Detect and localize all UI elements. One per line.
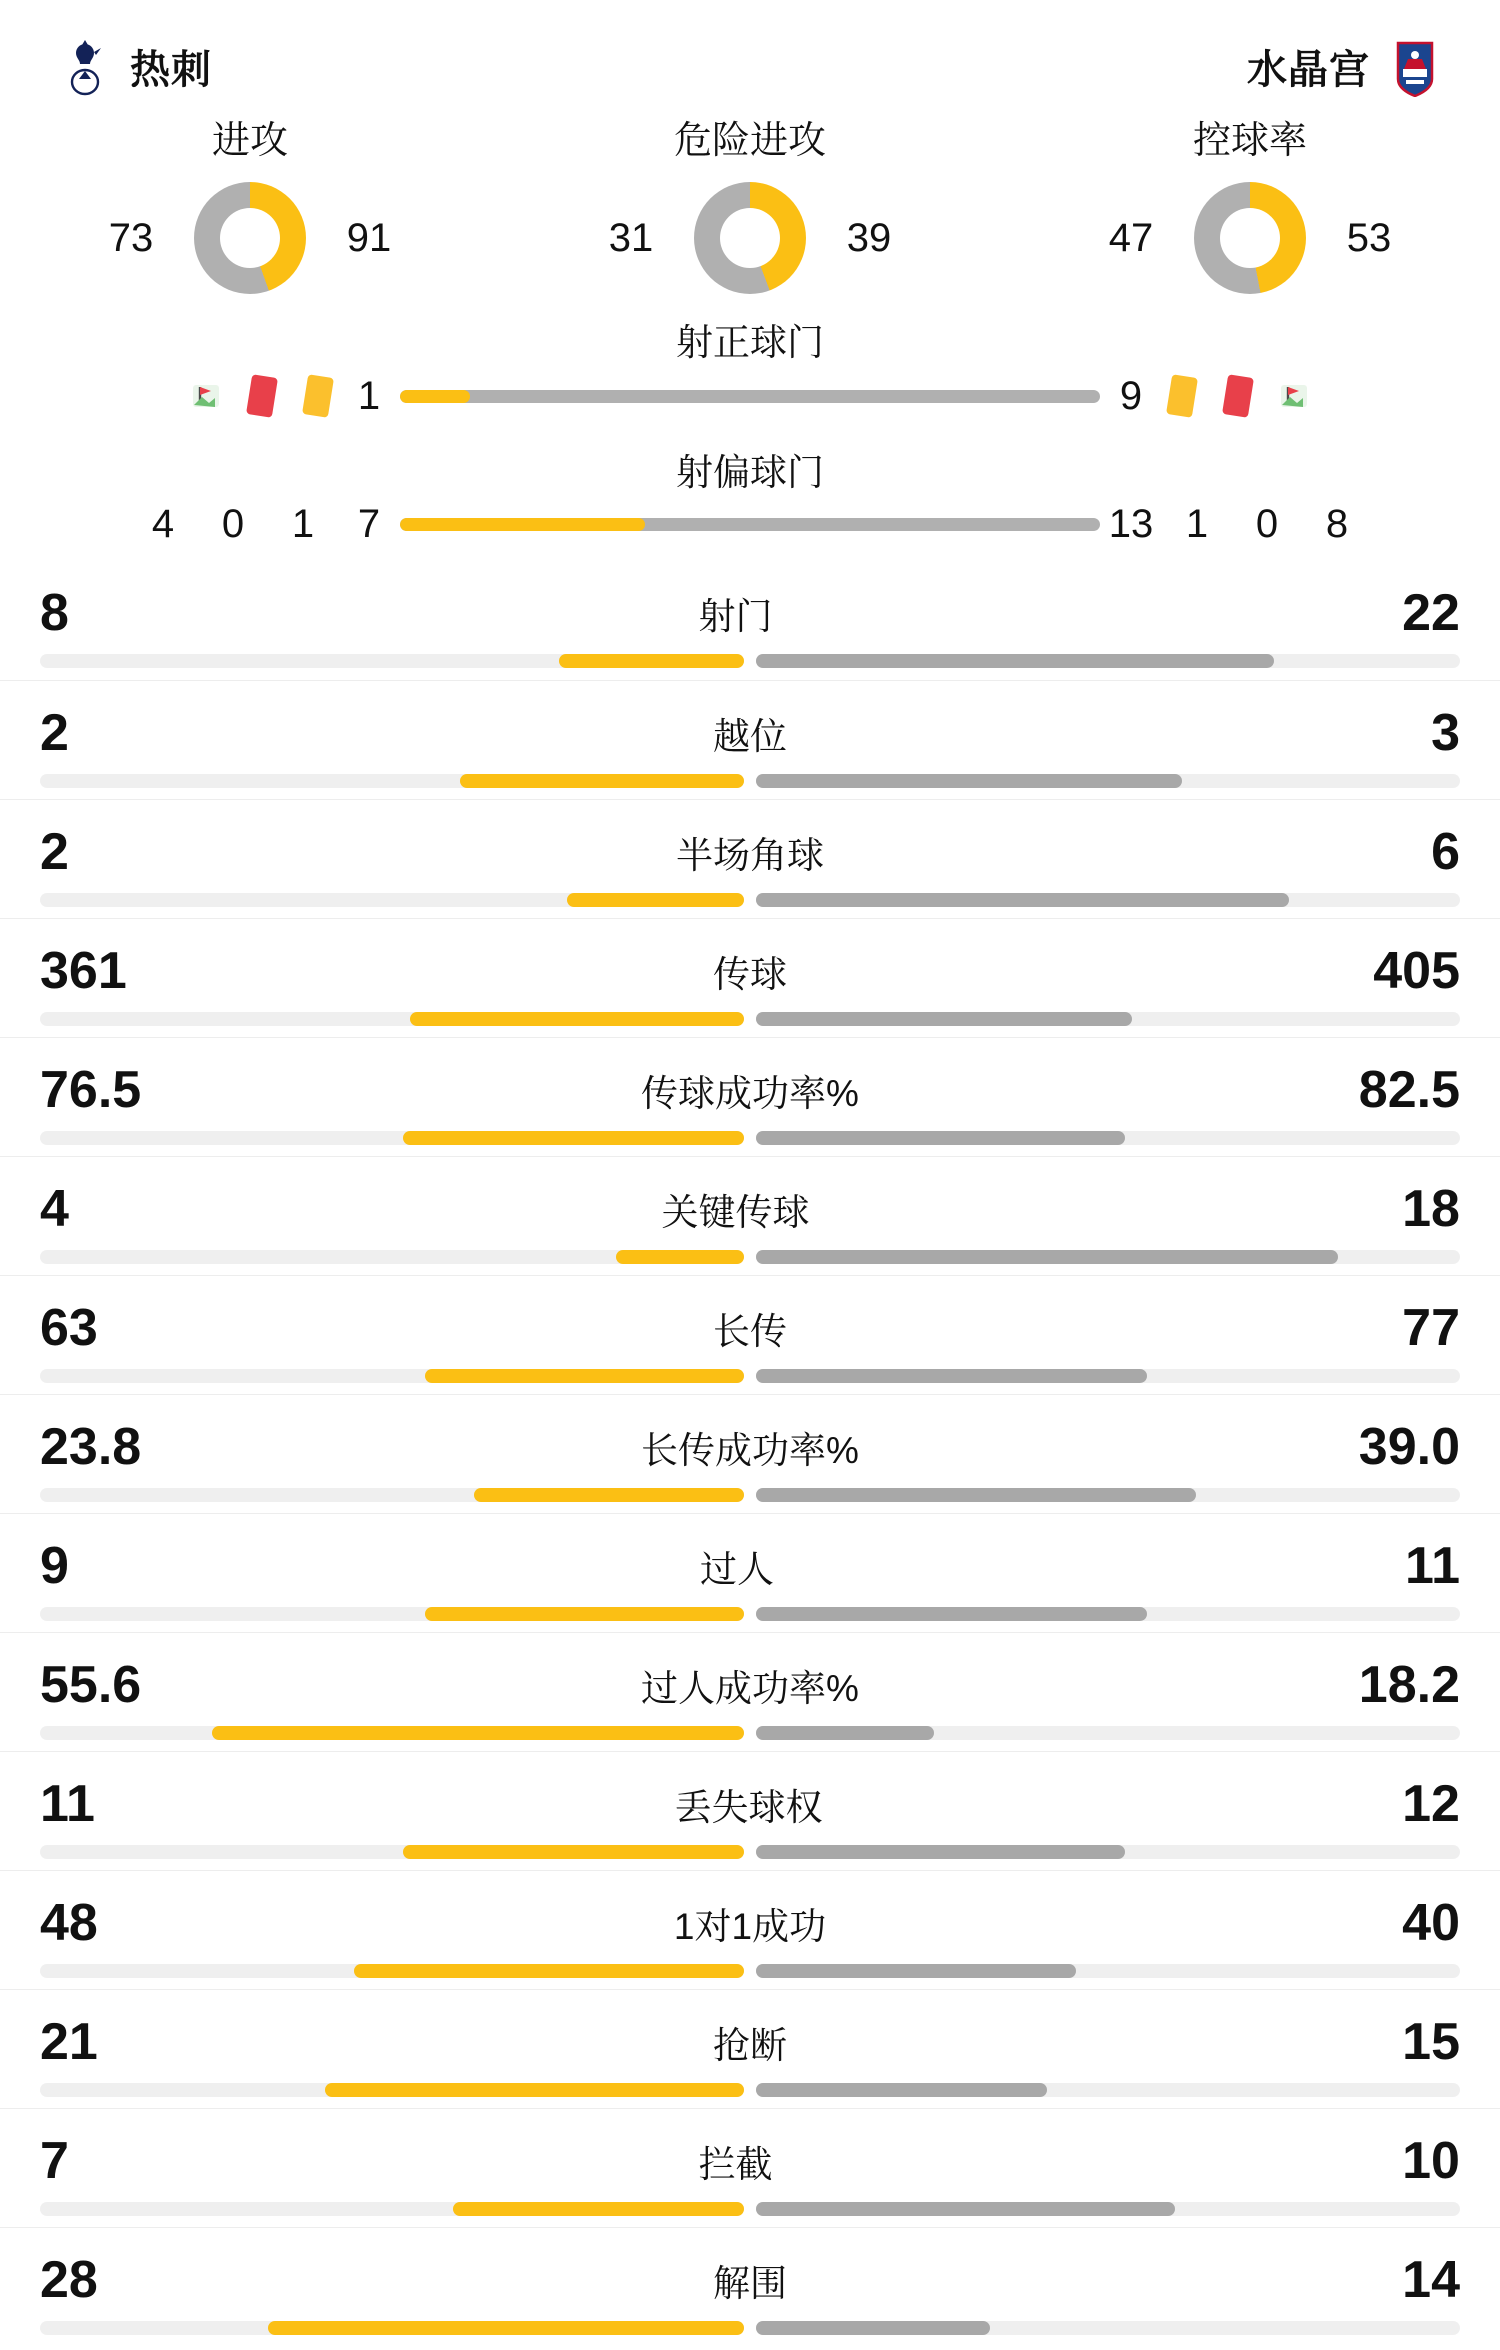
stat-row (0, 799, 1500, 918)
stat-label: 抢断 (713, 2025, 787, 2066)
stat-home-bar (40, 1131, 750, 1145)
shots-off-target-label: 射偏球门 (676, 452, 824, 493)
stat-home-bar (40, 1369, 750, 1383)
stat-away-bar (750, 1012, 1460, 1026)
stat-row (0, 1513, 1500, 1632)
home-corner-count: 4 (151, 502, 175, 546)
stat-away-bar (750, 2321, 1460, 2335)
stat-label: 长传 (713, 1311, 787, 1352)
stat-home-value: 2 (40, 823, 69, 881)
donut-block-dangerous-attacks (540, 109, 960, 294)
stat-label: 传球成功率% (641, 1073, 859, 1114)
stat-away-bar (750, 893, 1460, 907)
stat-home-value: 7 (40, 2132, 69, 2190)
stat-label: 关键传球 (661, 1192, 810, 1233)
corner-flag-icon (1274, 372, 1314, 420)
shots-off-target-bar (400, 518, 1100, 531)
shots-on-target-home-value: 1 (357, 373, 381, 418)
shots-off-target-bar-fill (400, 518, 645, 531)
stat-home-value: 21 (40, 2013, 98, 2071)
stat-label: 解围 (713, 2263, 787, 2304)
stats-list (0, 561, 1500, 2346)
donut-title-possession: 控球率 (1192, 120, 1307, 162)
stat-home-bar (40, 1964, 750, 1978)
stat-row (0, 2108, 1500, 2227)
shots-section (0, 294, 1500, 547)
stat-away-value: 12 (1402, 1775, 1460, 1833)
away-team (1247, 38, 1438, 95)
stat-row (0, 1870, 1500, 1989)
stat-away-value: 6 (1431, 823, 1460, 881)
stat-home-bar (40, 1845, 750, 1859)
stat-home-bar (40, 654, 750, 668)
stat-row (0, 1751, 1500, 1870)
stat-away-bar (750, 1131, 1460, 1145)
stat-row (0, 1037, 1500, 1156)
home-discipline-counts (128, 502, 338, 547)
stat-home-bar (40, 893, 750, 907)
stat-home-value: 11 (40, 1775, 95, 1833)
stat-home-value: 48 (40, 1894, 98, 1952)
home-team (62, 38, 212, 95)
stat-away-value: 22 (1402, 584, 1460, 642)
stat-label: 1对1成功 (673, 1906, 827, 1947)
stat-away-bar (750, 1250, 1460, 1264)
stat-row (0, 1156, 1500, 1275)
stat-away-bar (750, 1726, 1460, 1740)
stat-home-value: 361 (40, 942, 127, 1000)
stat-away-bar (750, 774, 1460, 788)
stat-away-value: 14 (1402, 2251, 1460, 2309)
shots-on-target-bar-fill (400, 390, 470, 403)
stat-away-value: 10 (1402, 2132, 1460, 2190)
donut-block-possession (1040, 109, 1460, 294)
stat-away-value: 77 (1402, 1299, 1460, 1357)
crystal-palace-crest-icon (1392, 39, 1438, 95)
stat-away-bar (750, 1845, 1460, 1859)
stat-away-bar (750, 1488, 1460, 1502)
tottenham-crest-icon (62, 39, 108, 95)
donut-block-attacks (40, 109, 460, 294)
away-corner-count: 8 (1325, 502, 1349, 546)
stat-away-bar (750, 2202, 1460, 2216)
stat-home-value: 9 (40, 1537, 69, 1595)
stat-label: 射门 (698, 596, 773, 637)
stat-label: 丢失球权 (674, 1787, 823, 1828)
stat-home-bar (40, 774, 750, 788)
donut-away-value-attacks: 91 (346, 215, 392, 260)
stat-label: 传球 (713, 954, 787, 995)
stat-away-value: 15 (1402, 2013, 1460, 2071)
stat-home-value: 76.5 (40, 1061, 142, 1119)
stat-home-value: 63 (40, 1299, 98, 1357)
red-card-icon (242, 372, 282, 420)
home-yellow-card-count: 1 (291, 502, 315, 546)
stat-home-value: 55.6 (40, 1656, 142, 1714)
home-red-card-count: 0 (221, 502, 245, 546)
shots-off-target-row (34, 502, 1466, 547)
away-discipline-counts (1162, 502, 1372, 547)
stat-away-bar (750, 2083, 1460, 2097)
donut-away-value-possession: 53 (1346, 215, 1392, 260)
stat-away-value: 3 (1431, 704, 1460, 762)
stat-label: 拦截 (698, 2144, 773, 2185)
stat-row (0, 2227, 1500, 2346)
stat-away-value: 18.2 (1358, 1656, 1460, 1714)
shots-off-target-away-value: 13 (1108, 502, 1154, 546)
stat-label: 越位 (713, 716, 787, 757)
donut-chart-possession (1194, 182, 1306, 294)
stat-row (0, 1394, 1500, 1513)
stat-label: 半场角球 (676, 835, 824, 876)
shots-on-target-away-value: 9 (1119, 373, 1143, 418)
stat-away-bar (750, 1369, 1460, 1383)
stat-home-value: 28 (40, 2251, 98, 2309)
stat-away-value: 82.5 (1358, 1061, 1460, 1119)
stat-label: 长传成功率% (641, 1430, 859, 1471)
stat-home-bar (40, 1012, 750, 1026)
stat-home-bar (40, 1488, 750, 1502)
stat-row (0, 680, 1500, 799)
home-icon-group (186, 372, 338, 420)
stat-row (0, 918, 1500, 1037)
stat-home-value: 2 (40, 704, 69, 762)
stat-away-value: 405 (1373, 942, 1460, 1000)
stat-label: 过人成功率% (641, 1668, 859, 1709)
stat-home-bar (40, 1250, 750, 1264)
stat-away-bar (750, 1964, 1460, 1978)
donut-chart-dangerous-attacks (694, 182, 806, 294)
away-icon-group (1162, 372, 1314, 420)
shots-on-target-bar (400, 390, 1100, 403)
donut-away-value-dangerous-attacks: 39 (846, 215, 892, 260)
yellow-card-icon (1162, 372, 1202, 420)
stat-row (0, 1632, 1500, 1751)
donut-home-value-attacks: 73 (108, 215, 154, 260)
shots-on-target-label: 射正球门 (676, 322, 824, 363)
shots-on-target-row (34, 372, 1466, 420)
corner-flag-icon (186, 372, 226, 420)
stat-home-value: 23.8 (40, 1418, 142, 1476)
stat-row (0, 561, 1500, 680)
home-team-name: 热刺 (130, 48, 212, 92)
donut-summary-row (0, 105, 1500, 294)
teams-header (0, 0, 1500, 105)
stat-away-value: 40 (1402, 1894, 1460, 1952)
stat-label: 过人 (699, 1549, 774, 1590)
stat-away-value: 18 (1402, 1180, 1460, 1238)
stat-away-value: 11 (1405, 1537, 1460, 1595)
donut-title-attacks: 进攻 (211, 120, 288, 162)
stat-home-value: 8 (40, 584, 69, 642)
stat-away-value: 39.0 (1358, 1418, 1460, 1476)
donut-chart-attacks (194, 182, 306, 294)
donut-home-value-possession: 47 (1108, 215, 1154, 260)
red-card-icon (1218, 372, 1258, 420)
shots-off-target-home-value: 7 (357, 502, 381, 546)
stat-away-bar (750, 654, 1460, 668)
donut-home-value-dangerous-attacks: 31 (608, 215, 654, 260)
stat-home-bar (40, 2083, 750, 2097)
yellow-card-icon (298, 372, 338, 420)
stat-home-bar (40, 1607, 750, 1621)
stat-row (0, 1275, 1500, 1394)
stat-row (0, 1989, 1500, 2108)
stat-home-value: 4 (40, 1180, 69, 1238)
donut-title-dangerous-attacks: 危险进攻 (673, 120, 826, 162)
stat-home-bar (40, 2202, 750, 2216)
stat-home-bar (40, 2321, 750, 2335)
away-red-card-count: 0 (1255, 502, 1279, 546)
stat-home-bar (40, 1726, 750, 1740)
away-yellow-card-count: 1 (1185, 502, 1209, 546)
stat-away-bar (750, 1607, 1460, 1621)
away-team-name: 水晶宫 (1247, 48, 1370, 92)
